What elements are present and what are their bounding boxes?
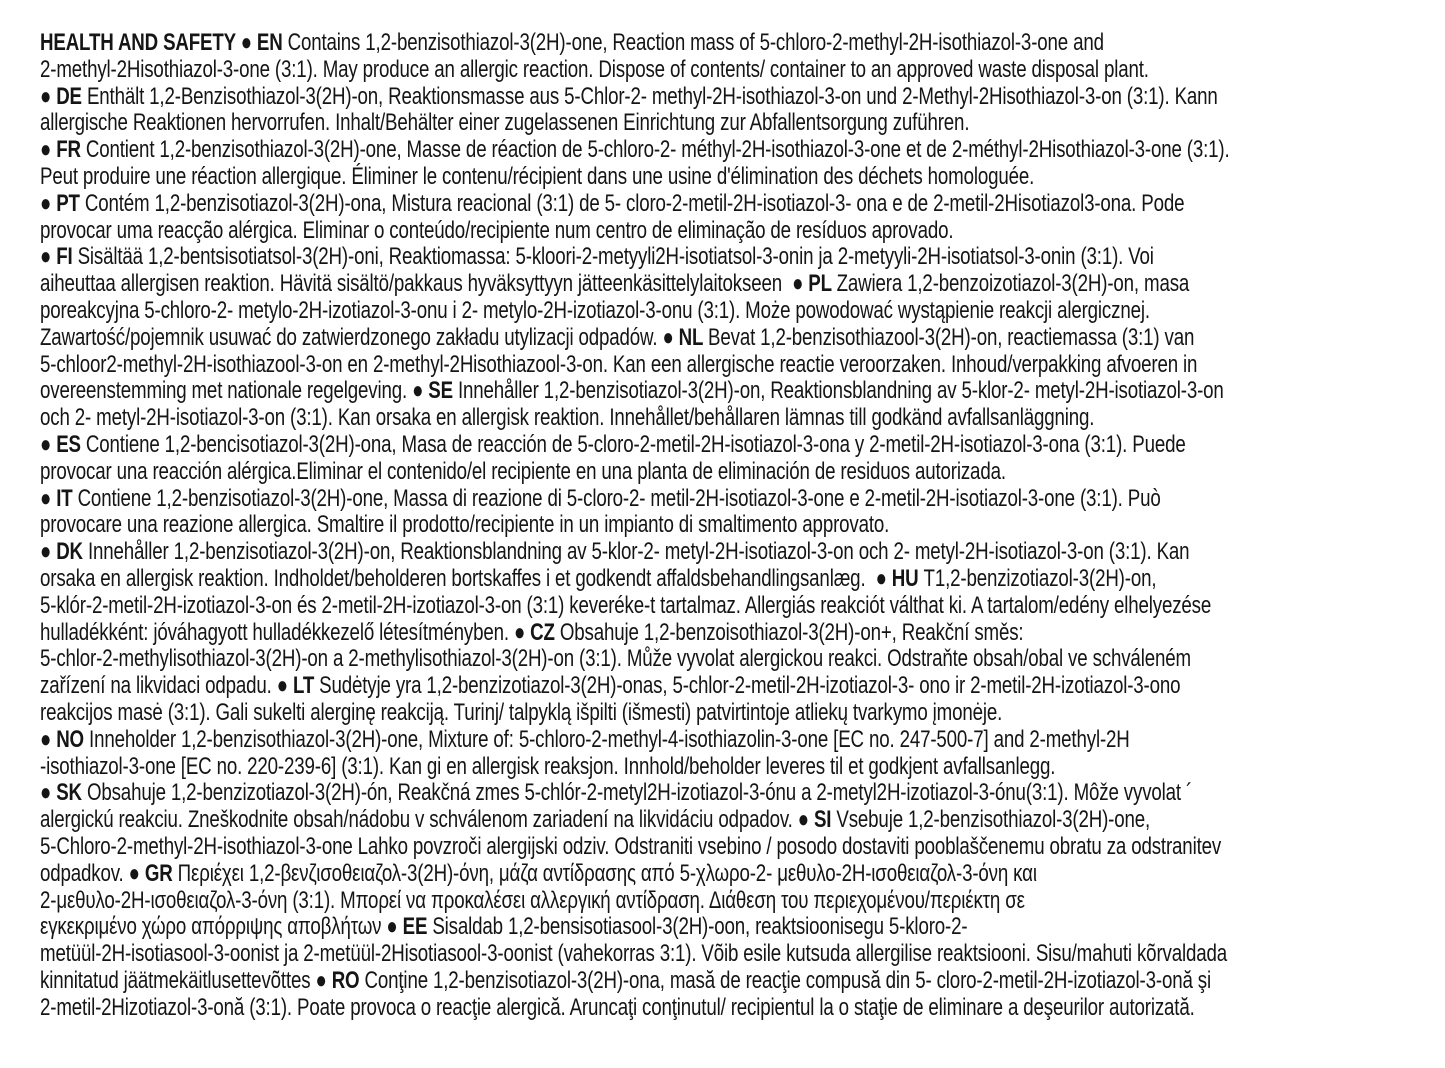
text-line <box>40 244 1413 271</box>
text-run: metüül-2H-isotiasool-3-oonist ja 2-metüül-2Hisotiasool-3-oonist (vahekorras 3:1). Võib esile kutsuda allergilise reaktsiooni. Sisu/mahuti kõrvaldada <box>40 940 1228 968</box>
language-code: ● LT <box>276 672 320 700</box>
text-run: aiheuttaa allergisen reaktion. Hävitä sisältö/pakkaus hyväksyttyyn jätteenkäsittelylaitokseen <box>40 270 793 298</box>
language-code: ● FI <box>40 243 78 271</box>
text-run: Περιέχει 1,2-βενζισοθειαζολ-3(2H)-όνη, μάζα αντίδρασης από 5-χλωρο-2- μεθυλο-2H-ισοθειαζολ-3-όνη και <box>177 859 1037 887</box>
text-line <box>40 57 1413 84</box>
text-line <box>40 646 1413 673</box>
text-line <box>40 30 1413 57</box>
language-code: ● DK <box>40 538 88 566</box>
text-run: -isothiazol-3-one [EC no. 220-239-6] (3:1). Kan gi en allergisk reaksjon. Innhold/beholder leveres til et godkjent avfallsanlegg. <box>40 752 1056 780</box>
text-run: Obsahuje 1,2-benzoisothiazol-3(2H)-on+, Reakční směs: <box>559 618 1024 646</box>
text-run: Contiene 1,2-bencisotiazol-3(2H)-ona, Masa de reacción de 5-cloro-2-metil-2H-isotiazol-3-ona y 2-metil-2H-isotiazol-3-ona (3:1). Puede <box>85 430 1186 458</box>
language-code: ● CZ <box>513 618 560 646</box>
text-run: 2-methyl-2Hisothiazol-3-one (3:1). May produce an allergic reaction. Dispose of contents/ container to an approved waste disposal plant. <box>40 55 1149 83</box>
text-line <box>40 620 1413 647</box>
text-run: Contains 1,2-benzisothiazol-3(2H)-one, Reaction mass of 5-chloro-2-methyl-2H-isothiazol-3-one and <box>287 29 1104 56</box>
text-run: Vsebuje 1,2-benzisothiazol-3(2H)-one, <box>836 806 1151 834</box>
text-run: Bevat 1,2-benzisothiazool-3(2H)-on, reactiemassa (3:1) van <box>708 323 1195 351</box>
text-line <box>40 84 1413 111</box>
text-line <box>40 861 1413 888</box>
text-line <box>40 512 1413 539</box>
text-run: Inneholder 1,2-benzisothiazol-3(2H)-one, Mixture of: 5-chloro-2-methyl-4-isothiazolin-3-one [EC no. 247-500-7] and 2-methyl-2H <box>89 725 1130 753</box>
text-run: 2-metil-2Hizotiazol-3-onă (3:1). Poate provoca o reacţie alergică. Aruncaţi conţinutul/ recipientul la o staţie de eliminare a deşeurilor autorizată. <box>40 993 1195 1021</box>
text-line <box>40 191 1413 218</box>
text-run: poreakcyjna 5-chloro-2- metylo-2H-izotiazol-3-onu i 2- metylo-2H-izotiazol-3-onu (3:1). Może powodować wystąpienie reakcji alergicznej. <box>40 296 1150 324</box>
text-line <box>40 164 1413 191</box>
text-run: εγκεκριμένο χώρο απόρριψης αποβλήτων <box>40 913 387 941</box>
text-run: overeenstemming met nationale regelgeving. <box>40 377 413 405</box>
text-run: provocare una reazione allergica. Smaltire il prodotto/recipiente in un impianto di smaltimento approvato. <box>40 511 890 539</box>
language-code: ● SK <box>40 779 87 807</box>
text-line <box>40 271 1413 298</box>
text-line <box>40 888 1413 915</box>
text-run: alergickú reakciu. Zneškodnite obsah/nádobu v schválenom zariadení na likvidáciu odpadov. <box>40 806 798 834</box>
language-code: ● SI <box>797 806 837 834</box>
text-run: provocar uma reacção alérgica. Eliminar o conteúdo/recipiente num centro de eliminação de resíduos aprovado. <box>40 216 954 244</box>
language-code: ● ES <box>40 430 86 458</box>
language-code: ● NO <box>40 725 90 753</box>
health-safety-label-text <box>40 30 1413 1021</box>
text-line <box>40 218 1413 245</box>
text-run: Obsahuje 1,2-benzizotiazol-3(2H)-ón, Reakčná zmes 5-chlór-2-metyl2H-izotiazol-3-ónu a 2-metyl2H-izotiazol-3-ónu(3:1). Môže vyvolat ´ <box>86 779 1193 807</box>
language-code: ● NL <box>662 323 709 351</box>
text-run: Sudėtyje yra 1,2-benzizotiazol-3(2H)-onas, 5-chlor-2-metil-2H-izotiazol-3- ono ir 2-metil-2H-izotiazol-3-ono <box>319 672 1181 700</box>
section-heading: HEALTH AND SAFETY ● EN <box>40 29 288 56</box>
text-run: reakcijos masė (3:1). Gali sukelti alerginę reakciją. Turinj/ talpyklą išpilti (išmesti) patvirtintoje atliekų tvarkymo įmonėje. <box>40 698 1003 726</box>
language-code: ● EE <box>386 913 433 941</box>
text-line <box>40 727 1413 754</box>
text-run: Zawiera 1,2-benzoizotiazol-3(2H)-on, masa <box>836 270 1190 298</box>
text-run: T1,2-benzizotiazol-3(2H)-on, <box>923 564 1157 592</box>
text-line <box>40 325 1413 352</box>
text-run: Innehåller 1,2-benzisotiazol-3(2H)-on, Reaktionsblandning av 5-klor-2- metyl-2H-isotiazol-3-on <box>457 377 1224 405</box>
text-line <box>40 566 1413 593</box>
text-line <box>40 432 1413 459</box>
text-run: Contém 1,2-benzisotiazol-3(2H)-ona, Mistura reacional (3:1) de 5- cloro-2-metil-2H-isotiazol-3- ona e de 2-metil-2Hisotiazol3-ona. Pode <box>84 189 1185 217</box>
text-line <box>40 995 1413 1022</box>
text-run: kinnitatud jäätmekäitlusettevõttes <box>40 966 316 994</box>
text-line <box>40 968 1413 995</box>
text-run: Sisaldab 1,2-bensisotiasool-3(2H)-oon, reaktsioonisegu 5-kloro-2- <box>432 913 968 941</box>
text-line <box>40 110 1413 137</box>
text-line <box>40 673 1413 700</box>
text-line <box>40 352 1413 379</box>
text-line <box>40 807 1413 834</box>
text-line <box>40 593 1413 620</box>
language-code: ● PT <box>40 189 85 217</box>
text-run: Contiene 1,2-benzisotiazol-3(2H)-one, Massa di reazione di 5-cloro-2- metil-2H-isotiazol-3-one e 2-metil-2H-isotiazol-3-one (3:1). Può <box>77 484 1161 512</box>
text-line <box>40 486 1413 513</box>
text-line <box>40 137 1413 164</box>
text-line <box>40 539 1413 566</box>
language-code: ● IT <box>40 484 78 512</box>
text-run: Innehåller 1,2-benzisotiazol-3(2H)-on, Reaktionsblandning av 5-klor-2- metyl-2H-isotiazol-3-on och 2- metyl-2H-isotiazol-3-on (3:1). Kan <box>87 538 1190 566</box>
text-line <box>40 780 1413 807</box>
text-run: hulladékként: jóváhagyott hulladékkezelő létesítményben. <box>40 618 514 646</box>
text-run: 5-chlor-2-methylisothiazol-3(2H)-on a 2-methylisothiazol-3(2H)-on (3:1). Může vyvolat alergickou reakci. Odstraňte obsah/obal ve schváleném <box>40 645 1191 673</box>
text-run: Contient 1,2-benzisothiazol-3(2H)-one, Masse de réaction de 5-chloro-2- méthyl-2H-isothiazol-3-one et de 2-méthyl-2Hisothiazol-3-one (3:1). <box>85 136 1230 164</box>
text-run: allergische Reaktionen hervorrufen. Inhalt/Behälter einer zugelassenen Einrichtung zur Abfallentsorgung zuführen. <box>40 109 970 137</box>
language-code: ● HU <box>875 564 924 592</box>
text-line <box>40 914 1413 941</box>
language-code: ● DE <box>40 82 87 110</box>
text-line <box>40 298 1413 325</box>
text-run: Enthält 1,2-Benzisothiazol-3(2H)-on, Reaktionsmasse aus 5-Chlor-2- methyl-2H-isothiazol-3-on und 2-Methyl-2Hisothiazol-3-on (3:1). Kann <box>86 82 1218 110</box>
text-run: zařízení na likvidaci odpadu. <box>40 672 277 700</box>
text-run: 2-μεθυλο-2Η-ισοθειαζολ-3-όνη (3:1). Μπορεί να προκαλέσει αλλεργική αντίδραση. Διάθεση του περιεχομένου/περιέκτη σε <box>40 886 1025 914</box>
language-code: ● FR <box>40 136 86 164</box>
text-run: och 2- metyl-2H-isotiazol-3-on (3:1). Kan orsaka en allergisk reaktion. Innehållet/behållaren lämnas till godkänd avfallsanläggning. <box>40 404 1095 432</box>
text-run: 5-chloor2-methyl-2H-isothiazool-3-on en 2-methyl-2Hisothiazool-3-on. Kan een allergische reactie veroorzaken. Inhoud/verpakking afvoeren in <box>40 350 1198 378</box>
language-code: ● PL <box>792 270 837 298</box>
text-run: Peut produire une réaction allergique. Éliminer le contenu/récipient dans une usine d'élimination des déchets homologuée. <box>40 162 1035 190</box>
language-code: ● GR <box>128 859 178 887</box>
text-run: Conţine 1,2-benzisotiazol-3(2H)-ona, masă de reacţie compusă din 5- cloro-2-metil-2H-izotiazol-3-onă şi <box>364 966 1211 994</box>
text-line <box>40 834 1413 861</box>
text-line <box>40 700 1413 727</box>
language-code: ● SE <box>412 377 458 405</box>
text-line <box>40 941 1413 968</box>
text-line <box>40 405 1413 432</box>
text-run: Zawartość/pojemnik usuwać do zatwierdzonego zakładu utylizacji odpadów. <box>40 323 663 351</box>
text-run: 5-klór-2-metil-2H-izotiazol-3-on és 2-metil-2H-izotiazol-3-on (3:1) keveréke-t tartalmaz. Allergiás reakciót válthat ki. A tartalom/edény elhelyezése <box>40 591 1212 619</box>
text-run: orsaka en allergisk reaktion. Indholdet/beholderen bortskaffes i et godkendt affaldsbehandlingsanlæg. <box>40 564 876 592</box>
text-run: Sisältää 1,2-bentsisotiatsol-3(2H)-oni, Reaktiomassa: 5-kloori-2-metyyli2H-isotiatsol-3-onin ja 2-metyyli-2H-isotiatsol-3-onin (3:1). Voi <box>77 243 1154 271</box>
text-line <box>40 378 1413 405</box>
text-line <box>40 754 1413 781</box>
text-run: provocar una reacción alérgica.Eliminar el contenido/el recipiente en una planta de eliminación de residuos autorizada. <box>40 457 1006 485</box>
text-run: 5-Chloro-2-methyl-2H-isothiazol-3-one Lahko povzroči alergijski odziv. Odstraniti vsebino / posodo dostaviti pooblaščenemu obratu za odstranitev <box>40 832 1222 860</box>
text-run: odpadkov. <box>40 859 129 887</box>
text-line <box>40 459 1413 486</box>
language-code: ● RO <box>315 966 365 994</box>
